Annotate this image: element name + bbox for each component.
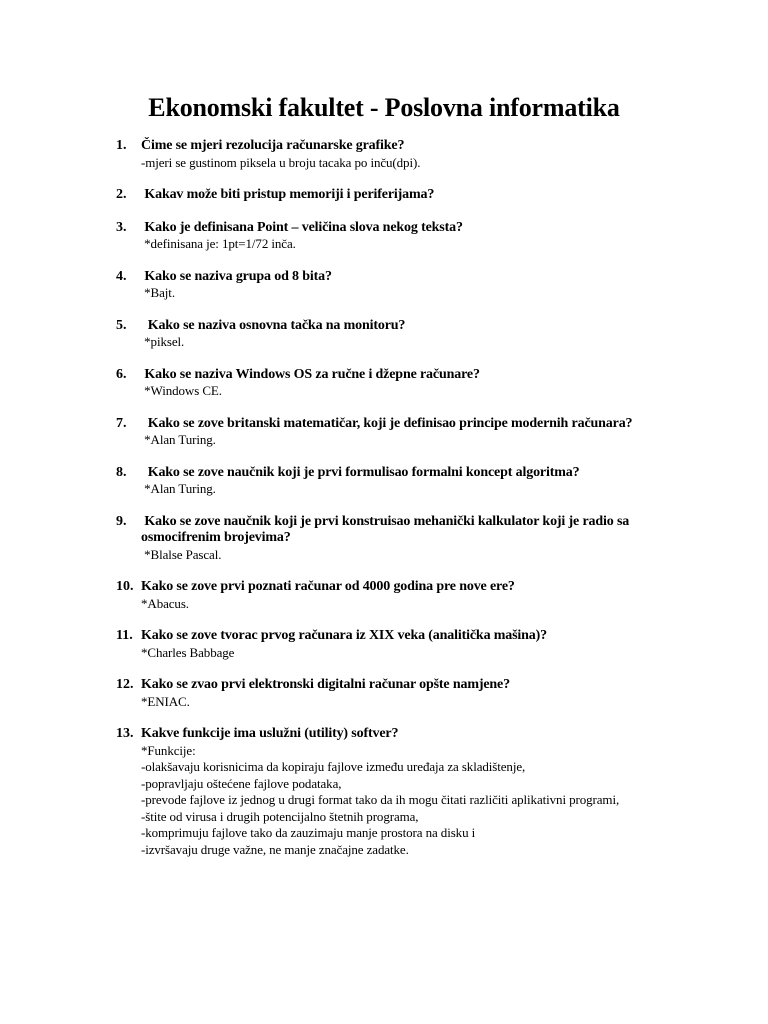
- question-number: 5.: [116, 317, 127, 333]
- answer-text: -popravljaju oštećene fajlove podataka,: [141, 775, 342, 791]
- question-number: 12.: [116, 677, 134, 692]
- question-text: Kako se zove naučnik koji je prvi formulisao formalni koncept algoritma?: [141, 464, 580, 480]
- question-item: [116, 318, 646, 351]
- question-body: [141, 367, 646, 400]
- question-item: [116, 628, 646, 661]
- question-text: Kako se naziva grupa od 8 bita?: [141, 268, 332, 284]
- question-text: Kako se zvao prvi elektronski digitalni računar opšte namjene?: [141, 677, 510, 692]
- question-body: [141, 465, 646, 498]
- answer-text: -komprimuju fajlove tako da zauzimaju manje prostora na disku i: [141, 825, 476, 840]
- answer-text: *piksel.: [141, 334, 185, 349]
- question-number: 9.: [116, 513, 127, 529]
- question-text: Kako se zove tvorac prvog računara iz XIX veka (analitička mašina)?: [141, 628, 548, 643]
- question-body: [141, 138, 646, 171]
- question-number: 2.: [116, 187, 127, 202]
- answer-text: *Charles Babbage: [141, 644, 235, 660]
- answer-text: -prevode fajlove iz jednog u drugi format tako da ih mogu čitati različiti aplikativni programi,: [141, 792, 620, 807]
- answer-text: -olakšavaju korisnicima da kopiraju fajlove između uređaja za skladištenje,: [141, 759, 526, 774]
- answer-text: -izvršavaju druge važne, ne manje značajne zadatke.: [141, 841, 409, 857]
- question-body: [141, 318, 646, 351]
- question-item: [116, 138, 646, 171]
- answer-text: *Alan Turing.: [141, 481, 216, 496]
- question-item: [116, 726, 646, 858]
- page-title: Ekonomski fakultet - Poslovna informatika: [148, 93, 620, 122]
- question-item: [116, 220, 646, 253]
- question-number: 10.: [116, 579, 134, 594]
- answer-text: *Blalse Pascal.: [141, 546, 222, 562]
- question-text: Kakav može biti pristup memoriji i periferijama?: [141, 187, 435, 202]
- answer-text: *definisana je: 1pt=1/72 inča.: [141, 236, 296, 251]
- question-text: Kako je definisana Point – veličina slova nekog teksta?: [141, 219, 463, 235]
- question-number: 3.: [116, 219, 127, 235]
- question-item: [116, 514, 646, 564]
- question-body: [141, 628, 646, 661]
- question-item: [116, 677, 646, 710]
- answer-text: *Abacus.: [141, 595, 189, 611]
- question-item: [116, 269, 646, 302]
- question-item: [116, 416, 646, 449]
- question-text: Kako se zove naučnik koji je prvi konstruisao mehanički kalkulator koji je radio sa osmocifrenim brojevima?: [141, 513, 633, 545]
- question-item: [116, 187, 646, 204]
- question-body: [141, 187, 646, 204]
- question-text: Kakve funkcije ima uslužni (utility) softver?: [141, 726, 399, 741]
- question-body: [141, 514, 646, 564]
- question-body: [141, 579, 646, 612]
- question-text: Kako se naziva osnovna tačka na monitoru?: [141, 317, 406, 333]
- question-number: 7.: [116, 415, 127, 431]
- question-number: 6.: [116, 366, 127, 382]
- question-number: 11.: [116, 628, 133, 643]
- question-body: [141, 726, 646, 858]
- question-text: Kako se naziva Windows OS za ručne i džepne računare?: [141, 366, 480, 382]
- answer-text: *Bajt.: [141, 285, 175, 300]
- answer-text: -mjeri se gustinom piksela u broju tacaka po inču(dpi).: [141, 154, 421, 170]
- question-item: [116, 579, 646, 612]
- question-number: 8.: [116, 464, 127, 480]
- question-item: [116, 367, 646, 400]
- answer-text: -štite od virusa i drugih potencijalno štetnih programa,: [141, 808, 419, 824]
- answer-text: *ENIAC.: [141, 693, 190, 709]
- question-text: Kako se zove britanski matematičar, koji je definisao principe modernih računara?: [141, 415, 633, 431]
- question-number: 4.: [116, 268, 127, 284]
- question-body: [141, 269, 646, 302]
- question-item: [116, 465, 646, 498]
- answer-text: *Alan Turing.: [141, 432, 216, 447]
- question-list: [116, 138, 646, 874]
- question-number: 1.: [116, 138, 127, 153]
- question-text: Kako se zove prvi poznati računar od 4000 godina pre nove ere?: [141, 579, 515, 594]
- answer-text: *Windows CE.: [141, 383, 222, 398]
- question-body: [141, 220, 646, 253]
- question-body: [141, 416, 646, 449]
- question-number: 13.: [116, 726, 134, 741]
- question-text: Čime se mjeri rezolucija računarske grafike?: [141, 138, 405, 153]
- answer-text: *Funkcije:: [141, 742, 196, 758]
- question-body: [141, 677, 646, 710]
